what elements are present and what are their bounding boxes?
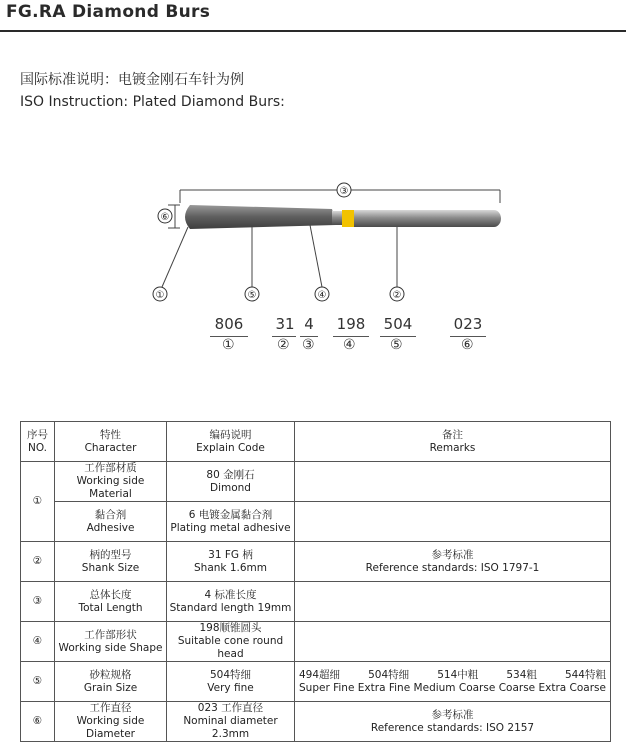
header-no: 序号 NO. [21, 422, 55, 462]
header-explain-code: 编码说明 Explain Code [167, 422, 295, 462]
intro-chinese: 国际标准说明：电镀金刚石车针为例 [20, 72, 244, 88]
callout-1: ① [155, 290, 165, 301]
table-row: ④ 工作部形状 Working side Shape 198顺锥圆头 Suitable cone round head [21, 622, 611, 662]
code-marker-3: ③ [302, 337, 315, 353]
table-row: 黏合剂 Adhesive 6 电镀金属黏合剂 Plating metal adhesive [21, 502, 611, 542]
intro-english: ISO Instruction: Plated Diamond Burs: [20, 94, 285, 110]
table-row: ⑤ 砂粒规格 Grain Size 504特细 Very fine 494超细 504特细 514中粗 534粗 544特粗 Super Fine Extra Fine Medium Coarse Coarse Extra Coarse [21, 662, 611, 702]
code-marker-2: ② [277, 337, 290, 353]
callout-4: ④ [317, 290, 327, 301]
bur-neck [332, 211, 342, 225]
grain-size-en-row: Super Fine Extra Fine Medium Coarse Coarse Extra Coarse [299, 681, 606, 694]
code-part-31: 31 [275, 315, 295, 333]
title-divider [0, 30, 626, 32]
table-row: ① 工作部材质 Working side Material 80 金刚石 Dimond [21, 462, 611, 502]
callout-6: ⑥ [160, 212, 170, 223]
code-marker-4: ④ [343, 337, 356, 353]
row-number: ⑥ [21, 702, 55, 742]
code-marker-6: ⑥ [461, 337, 474, 353]
code-part-504: 504 [383, 315, 413, 333]
header-character: 特性 Character [55, 422, 167, 462]
row-number: ③ [21, 582, 55, 622]
row-number: ⑤ [21, 662, 55, 702]
grain-size-cell [295, 662, 611, 702]
code-marker-1: ① [222, 337, 235, 353]
row-number: ② [21, 542, 55, 582]
grain-size-cn-row: 494超细 504特细 514中粗 534粗 544特粗 [299, 668, 606, 681]
code-part-023: 023 [453, 315, 483, 333]
code-part-4: 4 [304, 315, 314, 333]
bur-working-part [185, 205, 336, 229]
spec-table [20, 421, 611, 742]
table-header-row [21, 422, 611, 462]
callout-2: ② [392, 290, 402, 301]
callout-5: ⑤ [247, 290, 257, 301]
bur-color-band [342, 210, 354, 227]
callout-3: ③ [339, 186, 349, 197]
table-row: ② 柄的型号 Shank Size 31 FG 柄 Shank 1.6mm 参考标准 Reference standards: ISO 1797-1 [21, 542, 611, 582]
code-marker-5: ⑤ [390, 337, 403, 353]
bur-shank [354, 210, 494, 227]
row-number: ④ [21, 622, 55, 662]
row-number: ① [21, 462, 55, 542]
header-remarks: 备注 Remarks [295, 422, 611, 462]
table-row: ⑥ 工作直径 Working side Diameter 023 工作直径 Nominal diameter 2.3mm 参考标准 Reference standards: ISO 2157 [21, 702, 611, 742]
page-title: FG.RA Diamond Burs [6, 2, 211, 22]
code-part-198: 198 [336, 315, 366, 333]
code-part-806: 806 [214, 315, 244, 333]
table-row: ③ 总体长度 Total Length 4 标准长度 Standard length 19mm [21, 582, 611, 622]
bur-diagram [0, 175, 626, 305]
